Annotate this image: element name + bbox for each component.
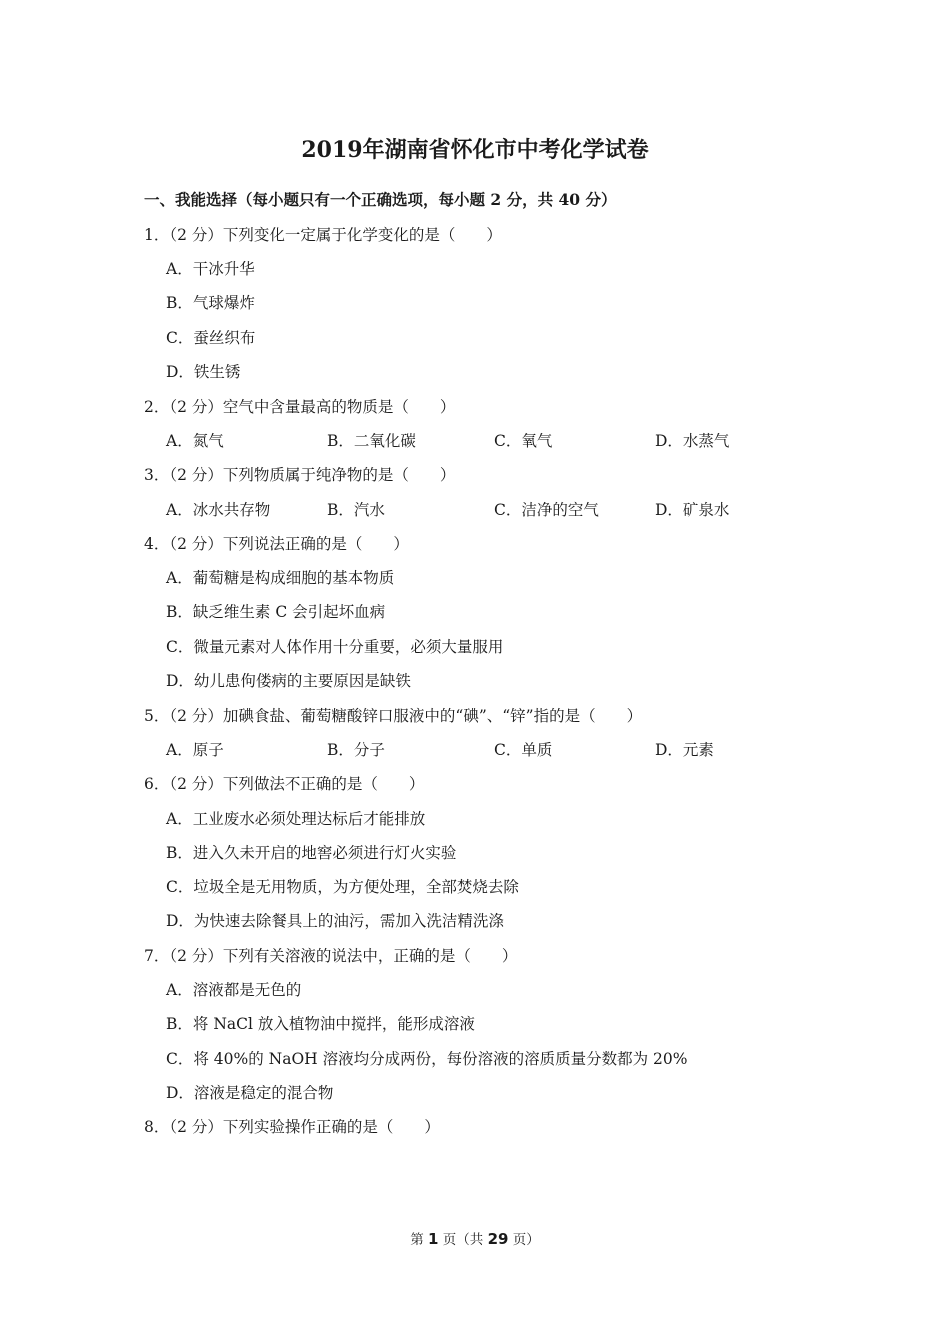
option: A．溶液都是无色的	[166, 981, 302, 999]
option: A．原子	[166, 741, 224, 759]
question-stem: 1．（2 分）下列变化一定属于化学变化的是（ ）	[144, 226, 502, 244]
total-pages: 29	[487, 1230, 509, 1248]
footer-suffix: 页）	[508, 1232, 540, 1248]
page-number: 1	[428, 1230, 439, 1248]
question-stem: 5．（2 分）加碘食盐、葡萄糖酸锌口服液中的“碘”、“锌”指的是（ ）	[144, 707, 643, 725]
option: B．缺乏维生素 C 会引起坏血病	[166, 603, 386, 621]
option: D．为快速去除餐具上的油污，需加入洗洁精洗涤	[166, 912, 504, 930]
question-stem: 2．（2 分）空气中含量最高的物质是（ ）	[144, 398, 456, 416]
option: B．进入久未开启的地窖必须进行灯火实验	[166, 844, 457, 862]
option: D．幼儿患佝偻病的主要原因是缺铁	[166, 672, 411, 690]
exam-title: 2019年湖南省怀化市中考化学试卷	[301, 137, 649, 163]
option: C．单质	[494, 741, 553, 759]
question-stem: 8．（2 分）下列实验操作正确的是（ ）	[144, 1118, 440, 1136]
option: B．二氧化碳	[327, 432, 416, 450]
question-stem: 4．（2 分）下列说法正确的是（ ）	[144, 535, 409, 553]
section-heading: 一、我能选择（每小题只有一个正确选项，每小题 2 分，共 40 分）	[144, 190, 617, 209]
option: C．将 40%的 NaOH 溶液均分成两份，每份溶液的溶质质量分数都为 20%	[166, 1050, 688, 1068]
option: A．氮气	[166, 432, 224, 450]
option: B．分子	[327, 741, 385, 759]
footer-prefix: 第	[410, 1232, 429, 1248]
option: C．垃圾全是无用物质，为方便处理，全部焚烧去除	[166, 878, 519, 896]
option: B．将 NaCl 放入植物油中搅拌，能形成溶液	[166, 1015, 475, 1033]
option: B．汽水	[327, 501, 385, 519]
option: A．工业废水必须处理达标后才能排放	[166, 810, 426, 828]
option: D．水蒸气	[655, 432, 730, 450]
question-stem: 7．（2 分）下列有关溶液的说法中，正确的是（ ）	[144, 947, 518, 965]
option: A．冰水共存物	[166, 501, 271, 519]
option: D．铁生锈	[166, 363, 241, 381]
option: C．洁净的空气	[494, 501, 599, 519]
question-stem: 3．（2 分）下列物质属于纯净物的是（ ）	[144, 466, 456, 484]
footer-middle: 页（共	[438, 1232, 488, 1248]
option: A．干冰升华	[166, 260, 255, 278]
option: C．蚕丝织布	[166, 329, 256, 347]
question-stem: 6．（2 分）下列做法不正确的是（ ）	[144, 775, 425, 793]
option: D．矿泉水	[655, 501, 730, 519]
option: C．微量元素对人体作用十分重要，必须大量服用	[166, 638, 504, 656]
option: A．葡萄糖是构成细胞的基本物质	[166, 569, 395, 587]
option: B．气球爆炸	[166, 294, 255, 312]
option: D．元素	[655, 741, 714, 759]
page-footer	[0, 1228, 950, 1248]
option: D．溶液是稳定的混合物	[166, 1084, 334, 1102]
option: C．氧气	[494, 432, 553, 450]
